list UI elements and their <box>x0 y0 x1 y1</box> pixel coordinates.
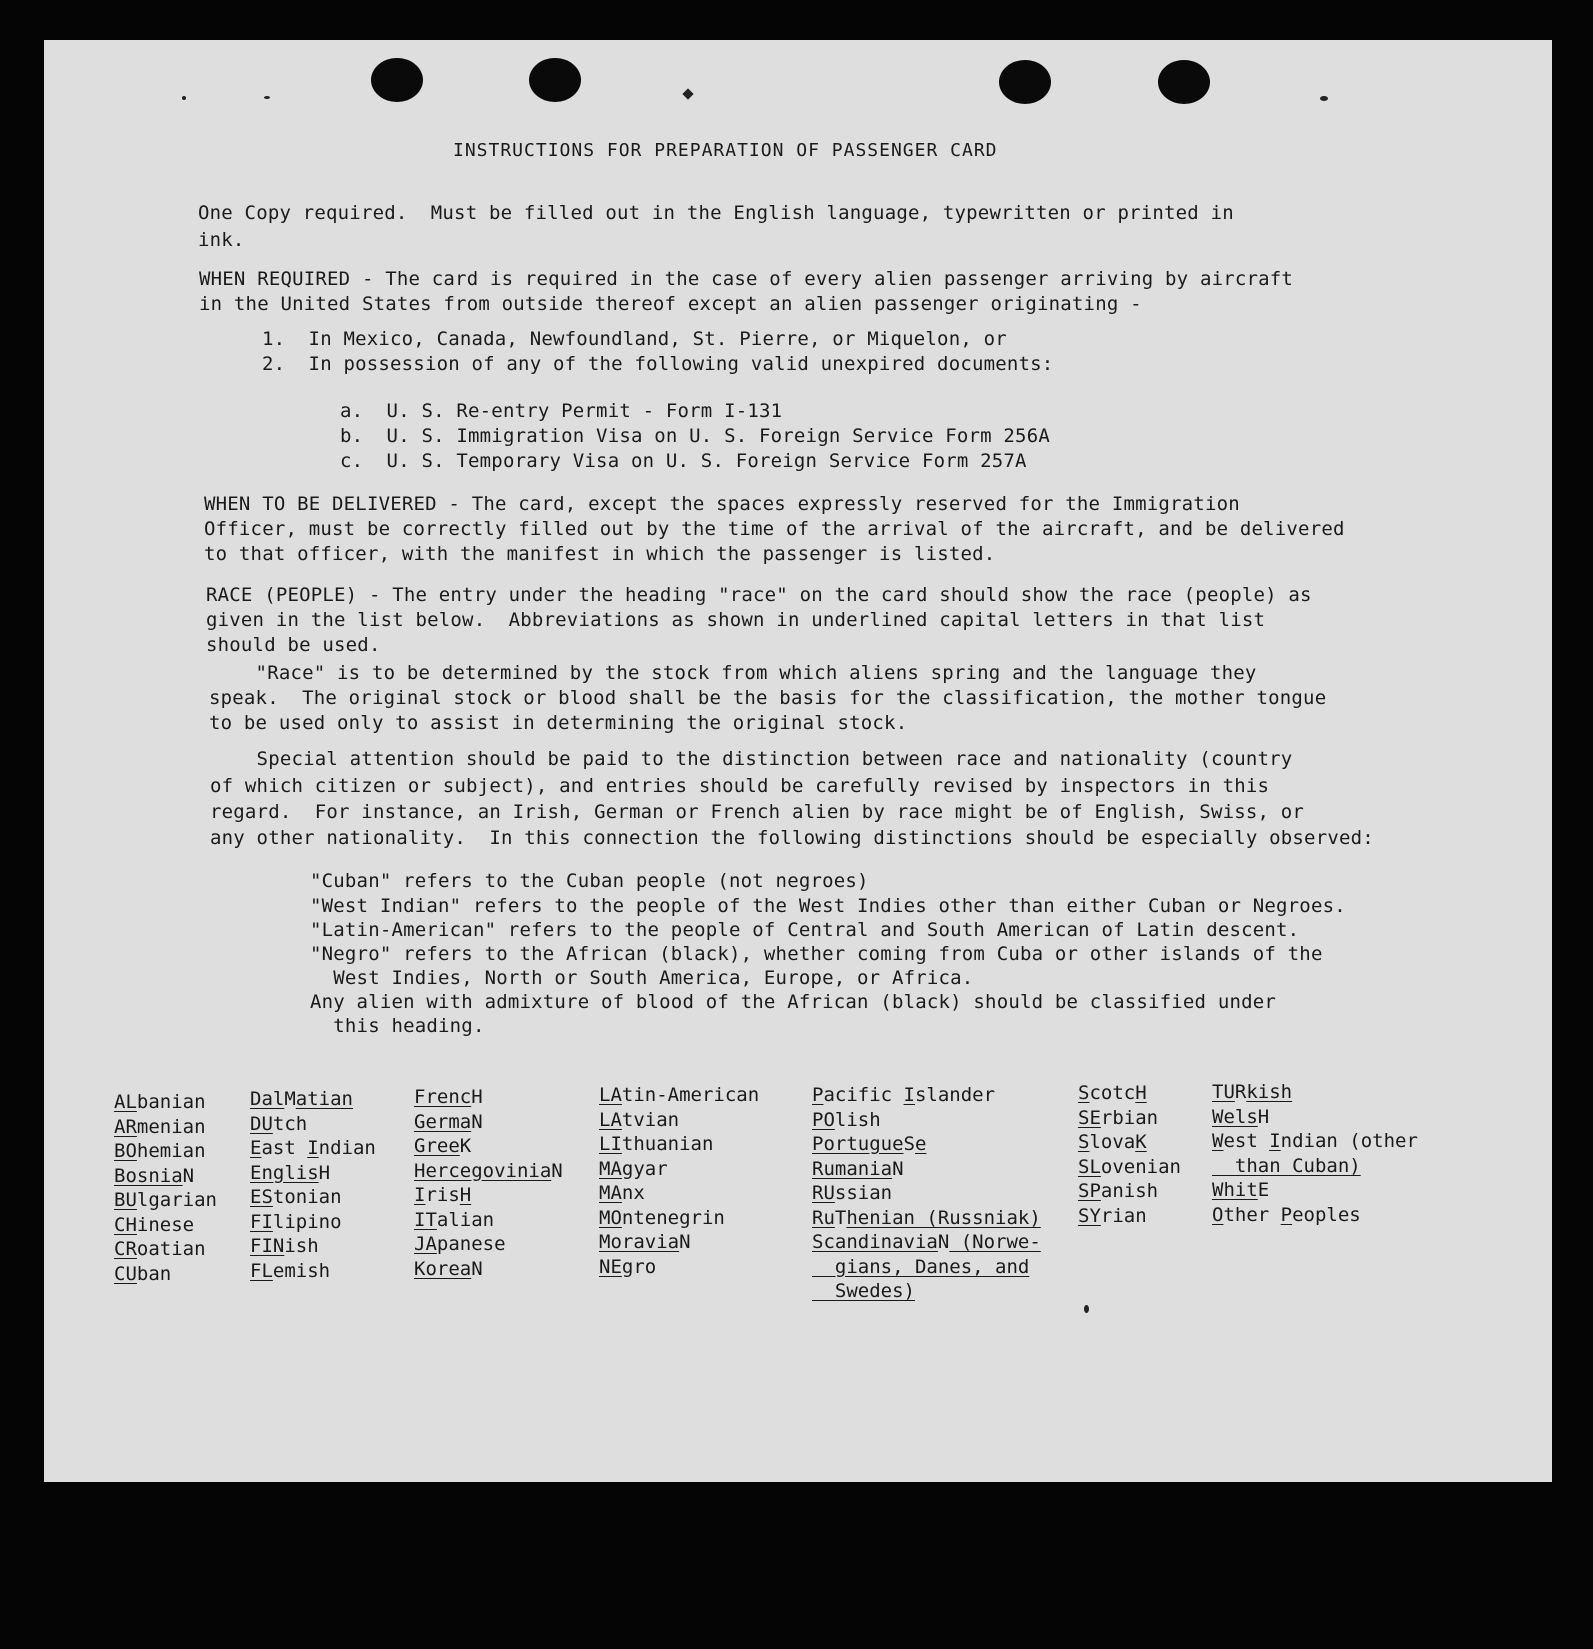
race-entry: ALbanian <box>114 1091 206 1113</box>
race-entry: West Indian (other <box>1212 1130 1418 1152</box>
race-entry: HercegoviniaN <box>414 1159 563 1182</box>
intro-line: One Copy required. Must be filled out in the English language, typewritten or printed in <box>198 202 1234 224</box>
race-list-column <box>599 1083 759 1279</box>
race-line: should be used. <box>206 634 381 656</box>
distinction-line: "Cuban" refers to the Cuban people (not negroes) <box>310 870 869 892</box>
page-title: INSTRUCTIONS FOR PREPARATION OF PASSENGER CARD <box>453 140 998 161</box>
race-entry: Swedes) <box>812 1280 915 1302</box>
race-entry: LAtin-American <box>599 1084 760 1106</box>
distinction-line: this heading. <box>310 1015 485 1037</box>
race-entry: than Cuban) <box>1212 1154 1361 1177</box>
race-entry: CUban <box>114 1262 172 1285</box>
race-list-column <box>114 1090 217 1286</box>
race-entry: FINish <box>250 1235 319 1257</box>
race-entry: SYrian <box>1078 1204 1147 1227</box>
race-entry: FIlipino <box>250 1210 342 1233</box>
race-entry: PortugueSe <box>812 1133 927 1155</box>
distinction-line: "Negro" refers to the African (black), whether coming from Cuba or other islands of the <box>310 943 1323 965</box>
when-required-line: in the United States from outside thereof except an alien passenger originating - <box>199 293 1142 315</box>
when-delivered-line: WHEN TO BE DELIVERED - The card, except the spaces expressly reserved for the Immigration <box>204 493 1240 515</box>
race-entry: RumaniaN <box>812 1157 904 1180</box>
race-entry: SLovenian <box>1078 1155 1181 1178</box>
race-entry: IrisH <box>414 1184 472 1206</box>
race-list-column <box>1078 1081 1181 1228</box>
race-entry: TURkish <box>1212 1081 1293 1103</box>
race-entry: Other Peoples <box>1212 1203 1361 1226</box>
race-entry: RuThenian (Russniak) <box>812 1206 1041 1229</box>
punch-hole <box>371 58 423 102</box>
race-entry: SPanish <box>1078 1180 1159 1202</box>
race-entry: CRoatian <box>114 1238 206 1260</box>
race-entry: gians, Danes, and <box>812 1255 1030 1278</box>
distinction-line: "West Indian" refers to the people of the West Indies other than either Cuban or Negroes. <box>310 895 1346 917</box>
distinction-line: Any alien with admixture of blood of the African (black) should be classified under <box>310 991 1277 1013</box>
race-entry: WelsH <box>1212 1105 1270 1128</box>
race-line: RACE (PEOPLE) - The entry under the heading "race" on the card should show the race (people) as <box>206 584 1312 606</box>
race-entry: ScandinaviaN (Norwe- <box>812 1231 1041 1253</box>
intro-line: ink. <box>198 229 245 251</box>
race-list-column <box>250 1087 376 1283</box>
race-paragraph-line: to be used only to assist in determining the original stock. <box>209 712 908 734</box>
race-entry: MAnx <box>599 1182 645 1204</box>
race-paragraph-line: speak. The original stock or blood shall be the basis for the classification, the mother tongue <box>209 687 1327 709</box>
punch-hole <box>1158 60 1210 104</box>
special-line: any other nationality. In this connection the following distinctions should be especially observed: <box>210 827 1374 849</box>
race-entry: FLemish <box>250 1259 331 1282</box>
punch-hole <box>999 60 1051 104</box>
race-entry: JApanese <box>414 1233 506 1255</box>
race-paragraph-line: "Race" is to be determined by the stock from which aliens spring and the language they <box>209 662 1257 684</box>
race-list-column <box>812 1083 1041 1304</box>
race-entry: ITalian <box>414 1208 495 1231</box>
distinction-line: West Indies, North or South America, Europe, or Africa. <box>310 967 974 989</box>
race-line: given in the list below. Abbreviations as shown in underlined capital letters in that list <box>206 609 1266 631</box>
race-entry: DalMatian <box>250 1088 353 1110</box>
race-entry: DUtch <box>250 1112 308 1135</box>
when-delivered-line: Officer, must be correctly filled out by the time of the arrival of the aircraft, and be delivered <box>204 518 1345 540</box>
when-required-line: WHEN REQUIRED - The card is required in the case of every alien passenger arriving by aircraft <box>199 268 1294 290</box>
race-entry: POlish <box>812 1108 881 1131</box>
race-entry: NEgro <box>599 1255 657 1278</box>
race-list-column <box>1212 1080 1418 1227</box>
document-page <box>44 40 1552 1482</box>
document-item: a. U. S. Re-entry Permit - Form I-131 <box>340 400 783 422</box>
race-entry: FrencH <box>414 1086 483 1108</box>
punch-hole <box>529 58 581 102</box>
race-entry: SlovaK <box>1078 1131 1147 1153</box>
race-entry: LIthuanian <box>599 1133 714 1155</box>
race-entry: KoreaN <box>414 1257 483 1280</box>
race-entry: East Indian <box>250 1137 376 1159</box>
race-entry: Pacific Islander <box>812 1084 996 1106</box>
numbered-item: 2. In possession of any of the following valid unexpired documents: <box>262 353 1054 375</box>
race-entry: BosniaN <box>114 1164 195 1187</box>
race-entry: CHinese <box>114 1213 195 1236</box>
race-entry: BUlgarian <box>114 1189 217 1211</box>
race-entry: ARmenian <box>114 1115 206 1138</box>
distinction-line: "Latin-American" refers to the people of Central and South American of Latin descent. <box>310 919 1300 941</box>
race-entry: LAtvian <box>599 1108 680 1131</box>
race-entry: SErbian <box>1078 1106 1159 1129</box>
special-line: Special attention should be paid to the distinction between race and nationality (country <box>210 748 1293 770</box>
race-entry: GermaN <box>414 1110 483 1133</box>
special-line: regard. For instance, an Irish, German or French alien by race might be of English, Swiss, or <box>210 801 1305 823</box>
race-entry: MOntenegrin <box>599 1206 725 1229</box>
race-entry: BOhemian <box>114 1140 206 1162</box>
race-entry: GreeK <box>414 1135 472 1157</box>
document-item: c. U. S. Temporary Visa on U. S. Foreign Service Form 257A <box>340 450 1027 472</box>
document-item: b. U. S. Immigration Visa on U. S. Foreign Service Form 256A <box>340 425 1050 447</box>
race-entry: MoraviaN <box>599 1231 691 1253</box>
race-entry: EStonian <box>250 1186 342 1208</box>
race-list-column <box>414 1085 563 1281</box>
race-entry: RUssian <box>812 1182 893 1204</box>
race-entry: WhitE <box>1212 1179 1270 1201</box>
race-entry: MAgyar <box>599 1157 668 1180</box>
race-entry: EnglisH <box>250 1161 331 1184</box>
when-delivered-line: to that officer, with the manifest in which the passenger is listed. <box>204 543 996 565</box>
race-entry: ScotcH <box>1078 1082 1147 1104</box>
special-line: of which citizen or subject), and entries should be carefully revised by inspectors in this <box>210 775 1270 797</box>
numbered-item: 1. In Mexico, Canada, Newfoundland, St. Pierre, or Miquelon, or <box>262 328 1007 350</box>
